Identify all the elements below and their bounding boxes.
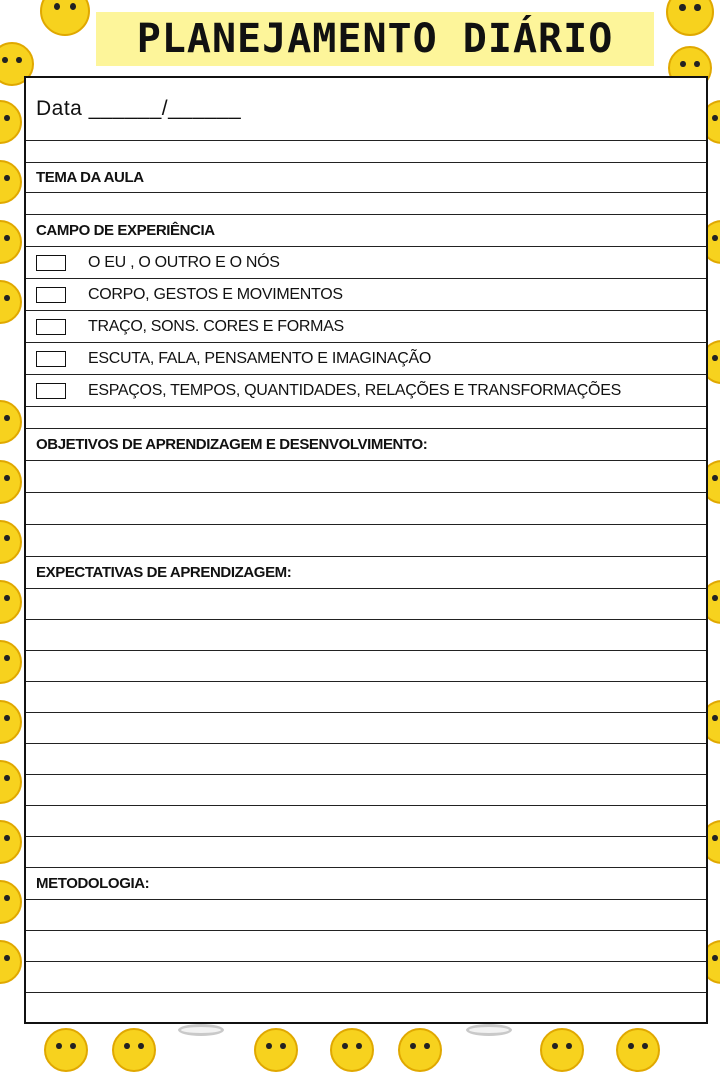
halo-icon xyxy=(466,1024,512,1036)
writing-line[interactable] xyxy=(26,712,706,743)
writing-line[interactable] xyxy=(26,899,706,930)
writing-line[interactable] xyxy=(26,524,706,556)
writing-line[interactable] xyxy=(26,992,706,1022)
emoji-face-icon xyxy=(616,1028,660,1072)
emoji-face-icon xyxy=(40,0,90,36)
campo-label: CAMPO DE EXPERIÊNCIA xyxy=(36,222,215,239)
option-row[interactable] xyxy=(26,278,706,310)
writing-line[interactable] xyxy=(26,805,706,836)
option-label: ESPAÇOS, TEMPOS, QUANTIDADES, RELAÇÕES E TRANSFORMAÇÕES xyxy=(88,381,621,399)
emoji-face-icon xyxy=(0,640,22,684)
writing-line[interactable] xyxy=(26,774,706,805)
emoji-face-icon xyxy=(0,280,22,324)
option-label: TRAÇO, SONS. CORES E FORMAS xyxy=(88,317,344,335)
writing-line[interactable] xyxy=(26,930,706,961)
emoji-face-icon xyxy=(398,1028,442,1072)
tema-input-line[interactable] xyxy=(26,192,706,214)
option-label: O EU , O OUTRO E O NÓS xyxy=(88,253,280,271)
emoji-face-icon xyxy=(0,520,22,564)
page-title-text: PLANEJAMENTO DIÁRIO xyxy=(136,16,614,62)
blank-line[interactable] xyxy=(26,140,706,162)
writing-line[interactable] xyxy=(26,460,706,492)
writing-line[interactable] xyxy=(26,743,706,774)
writing-line[interactable] xyxy=(26,681,706,712)
expectativas-header xyxy=(26,556,706,588)
emoji-face-icon xyxy=(0,940,22,984)
option-label: CORPO, GESTOS E MOVIMENTOS xyxy=(88,285,343,303)
option-row[interactable] xyxy=(26,374,706,406)
emoji-face-icon xyxy=(0,580,22,624)
emoji-face-icon xyxy=(0,160,22,204)
writing-line[interactable] xyxy=(26,650,706,681)
emoji-face-icon xyxy=(0,700,22,744)
emoji-face-icon xyxy=(112,1028,156,1072)
tema-header xyxy=(26,162,706,192)
date-label: Data ______/______ xyxy=(36,97,242,120)
checkbox-icon[interactable] xyxy=(36,383,66,399)
tema-label: TEMA DA AULA xyxy=(36,169,144,186)
writing-line[interactable] xyxy=(26,492,706,524)
emoji-face-icon xyxy=(0,880,22,924)
emoji-face-icon xyxy=(0,100,22,144)
writing-line[interactable] xyxy=(26,836,706,867)
checkbox-icon[interactable] xyxy=(36,255,66,271)
writing-line[interactable] xyxy=(26,619,706,650)
emoji-face-icon xyxy=(330,1028,374,1072)
objetivos-header xyxy=(26,428,706,460)
metodologia-label: METODOLOGIA: xyxy=(36,875,150,892)
emoji-face-icon xyxy=(666,0,714,36)
writing-line[interactable] xyxy=(26,961,706,992)
objetivos-label: OBJETIVOS DE APRENDIZAGEM E DESENVOLVIMENTO: xyxy=(36,436,428,453)
planning-sheet xyxy=(24,76,708,1024)
emoji-face-icon xyxy=(254,1028,298,1072)
emoji-face-icon xyxy=(44,1028,88,1072)
emoji-face-icon xyxy=(0,820,22,864)
checkbox-icon[interactable] xyxy=(36,351,66,367)
option-label: ESCUTA, FALA, PENSAMENTO E IMAGINAÇÃO xyxy=(88,349,432,367)
writing-line[interactable] xyxy=(26,588,706,619)
checkbox-icon[interactable] xyxy=(36,287,66,303)
option-row[interactable] xyxy=(26,342,706,374)
emoji-face-icon xyxy=(0,220,22,264)
emoji-face-icon xyxy=(0,460,22,504)
emoji-face-icon xyxy=(0,760,22,804)
page-title xyxy=(96,12,654,66)
emoji-face-icon xyxy=(0,400,22,444)
emoji-face-icon xyxy=(540,1028,584,1072)
option-row[interactable] xyxy=(26,310,706,342)
expectativas-label: EXPECTATIVAS DE APRENDIZAGEM: xyxy=(36,564,292,581)
checkbox-icon[interactable] xyxy=(36,319,66,335)
option-row[interactable] xyxy=(26,246,706,278)
metodologia-header xyxy=(26,867,706,899)
date-row[interactable] xyxy=(26,78,706,140)
halo-icon xyxy=(178,1024,224,1036)
blank-line[interactable] xyxy=(26,406,706,428)
campo-header xyxy=(26,214,706,246)
